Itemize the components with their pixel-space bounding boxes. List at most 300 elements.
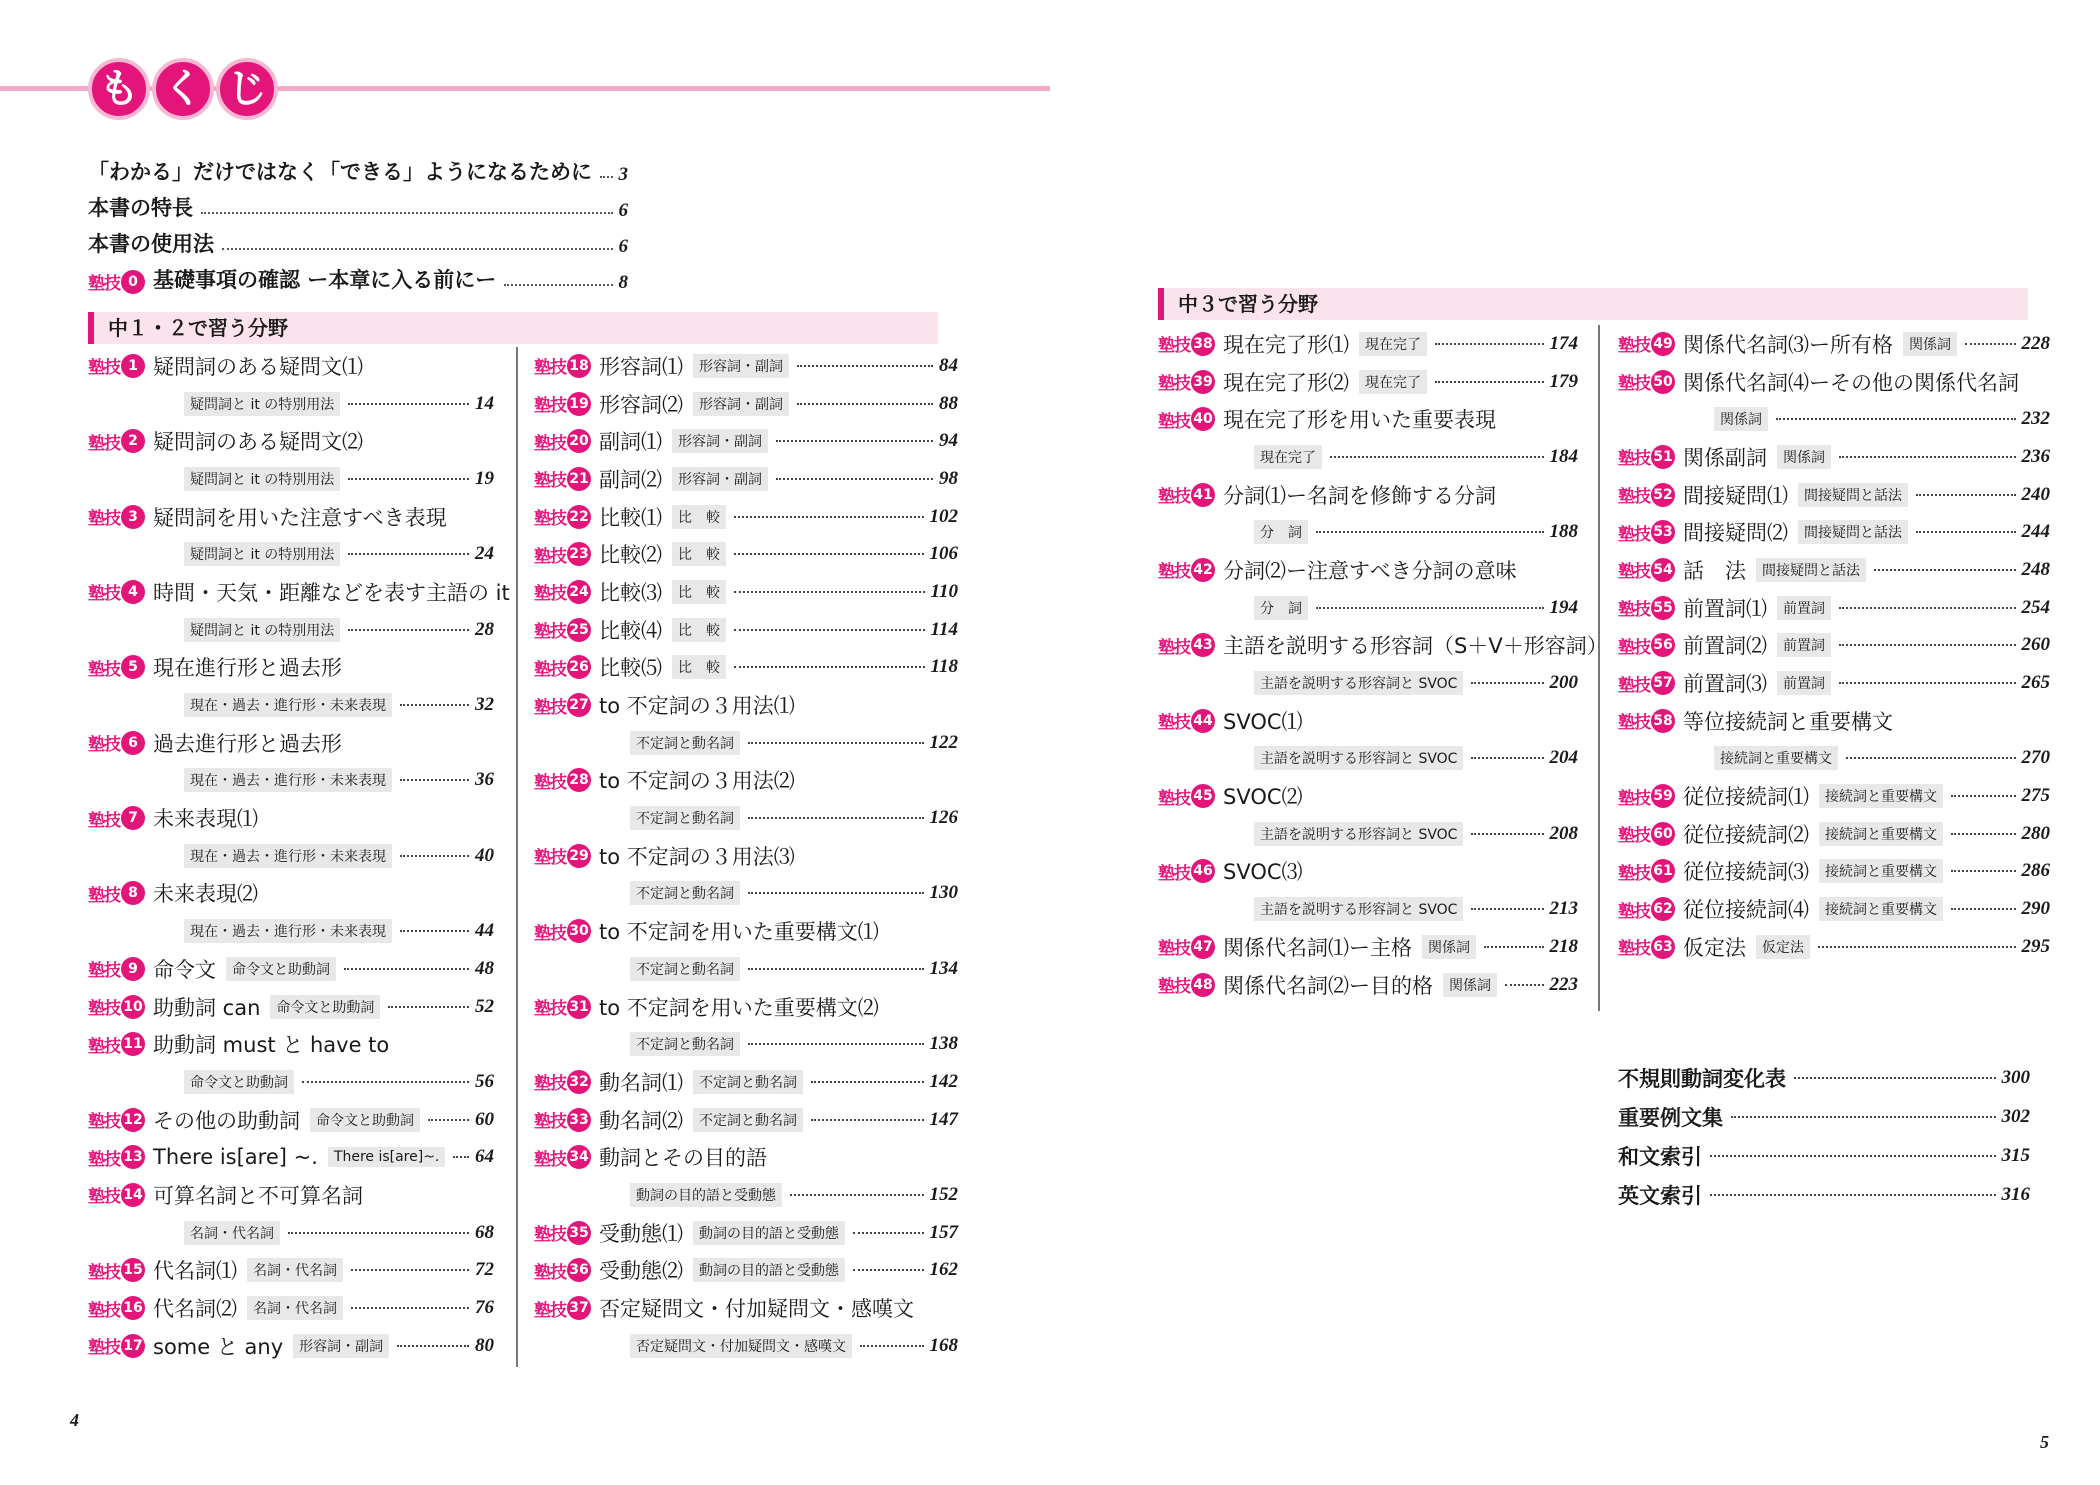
entry-title: 疑問詞のある疑問文⑵	[153, 430, 363, 455]
lesson-badge	[1618, 934, 1675, 959]
page-number: 204	[1549, 747, 1578, 769]
toc-entry[interactable]	[534, 573, 958, 611]
entry-title: 現在完了形を用いた重要表現	[1223, 408, 1496, 433]
badge-number: 47	[1191, 935, 1215, 959]
toc-entry[interactable]	[534, 837, 958, 875]
entry-title: 過去進行形と過去形	[153, 731, 342, 756]
toc-entry[interactable]	[1618, 551, 2050, 589]
lesson-badge	[88, 429, 145, 454]
badge-label: 塾技	[1158, 977, 1190, 998]
entry-title: 話 法	[1683, 558, 1746, 583]
badge-label: 塾技	[1158, 788, 1190, 809]
toc-entry[interactable]	[1618, 890, 2050, 928]
page-number: 60	[475, 1108, 494, 1130]
page-number: 126	[929, 807, 958, 829]
intro-entry[interactable]	[88, 222, 628, 258]
page-number: 315	[2001, 1144, 2030, 1166]
badge-label: 塾技	[1618, 487, 1650, 508]
category-tag: 現在・過去・進行形・未来表現	[184, 844, 392, 868]
entry-title: to 不定詞を用いた重要構文⑴	[599, 920, 879, 945]
toc-entry[interactable]	[534, 422, 958, 460]
toc-subentry[interactable]	[88, 611, 494, 649]
dot-leader	[1316, 531, 1544, 533]
badge-number: 31	[567, 995, 591, 1019]
dot-leader	[1846, 757, 2016, 759]
page-number: 302	[2001, 1105, 2030, 1127]
entry-title: 和文索引	[1618, 1144, 1702, 1169]
toc-entry[interactable]	[1158, 853, 1578, 891]
page-number: 157	[929, 1221, 958, 1243]
toc-entry[interactable]	[88, 347, 494, 385]
intro-entry[interactable]	[88, 258, 628, 294]
entry-title: 本書の特長	[88, 196, 193, 220]
toc-entry[interactable]	[534, 498, 958, 536]
toc-entry[interactable]	[1618, 777, 2050, 815]
dot-leader	[1776, 418, 2016, 420]
dot-leader	[811, 1081, 924, 1083]
entry-title: 助動詞 can	[153, 995, 261, 1020]
page-number: 228	[2021, 332, 2050, 354]
toc-subentry[interactable]	[1158, 438, 1578, 476]
page-number: 232	[2021, 408, 2050, 430]
category-tag: 不定詞と動名詞	[630, 1032, 740, 1056]
dot-leader	[1951, 870, 2016, 872]
lesson-badge	[1618, 671, 1675, 696]
page-number: 265	[2021, 672, 2050, 694]
page-number: 6	[618, 236, 628, 257]
category-tag: 不定詞と動名詞	[630, 731, 740, 755]
category-tag: 命令文と助動詞	[310, 1108, 420, 1132]
category-tag: 比 較	[672, 505, 726, 529]
page-number: 244	[2021, 521, 2050, 543]
intro-entry[interactable]	[88, 150, 628, 186]
badge-number: 44	[1191, 709, 1215, 733]
page-number: 72	[475, 1259, 494, 1281]
page-number: 275	[2021, 785, 2050, 807]
entry-title: 前置詞⑶	[1683, 672, 1767, 697]
dot-leader	[776, 440, 933, 442]
entry-title: 比較⑸	[599, 656, 662, 681]
toc-subentry[interactable]	[1158, 513, 1578, 551]
toc-entry[interactable]	[88, 498, 494, 536]
badge-label: 塾技	[534, 697, 566, 718]
lesson-badge	[534, 843, 591, 868]
dot-leader	[853, 1232, 924, 1234]
category-tag: 不定詞と動名詞	[693, 1070, 803, 1094]
category-tag: 現在・過去・進行形・未来表現	[184, 919, 392, 943]
entry-title: 形容詞⑵	[599, 392, 683, 417]
category-tag: 関係詞	[1777, 445, 1831, 469]
toc-entry[interactable]	[88, 1327, 494, 1365]
badge-number: 33	[567, 1108, 591, 1132]
toc-subentry[interactable]	[1158, 664, 1578, 702]
page-number: 28	[475, 618, 494, 640]
toc-entry[interactable]	[1618, 1097, 2030, 1136]
toc-entry[interactable]	[88, 724, 494, 762]
category-tag: 命令文と助動詞	[226, 957, 336, 981]
toc-entry[interactable]	[534, 912, 958, 950]
badge-number: 8	[121, 881, 145, 905]
page-number: 295	[2021, 935, 2050, 957]
category-tag: 前置詞	[1777, 596, 1831, 620]
toc-entry[interactable]	[88, 422, 494, 460]
toc-entry[interactable]	[1158, 966, 1578, 1004]
dot-leader	[351, 1307, 469, 1309]
toc-subentry[interactable]	[1158, 890, 1578, 928]
page-number: 122	[929, 731, 958, 753]
badge-label: 塾技	[1618, 901, 1650, 922]
badge-label: 塾技	[534, 509, 566, 530]
toc-entry[interactable]	[534, 460, 958, 498]
toc-entry[interactable]	[88, 799, 494, 837]
category-tag: 形容詞・副詞	[693, 392, 789, 416]
toc-subentry[interactable]	[534, 724, 958, 762]
toc-column-1	[88, 347, 510, 1365]
toc-entry[interactable]	[1158, 476, 1578, 514]
category-tag: 疑問詞と it の特別用法	[184, 542, 340, 566]
page-number: 316	[2001, 1183, 2030, 1205]
badge-number: 43	[1191, 633, 1215, 657]
entry-title: 比較⑵	[599, 543, 662, 568]
toc-entry[interactable]	[534, 988, 958, 1026]
badge-label: 塾技	[88, 358, 120, 379]
toc-subentry[interactable]	[88, 1063, 494, 1101]
badge-label: 塾技	[88, 810, 120, 831]
toc-entry[interactable]	[1158, 551, 1578, 589]
toc-entry[interactable]	[534, 611, 958, 649]
category-tag: 否定疑問文・付加疑問文・感嘆文	[630, 1334, 852, 1358]
badge-label: 塾技	[88, 735, 120, 756]
lesson-badge	[1618, 557, 1675, 582]
dot-leader	[351, 1269, 469, 1271]
lesson-badge	[534, 429, 591, 454]
toc-entry[interactable]	[1618, 702, 2050, 740]
category-tag: 接続詞と重要構文	[1819, 859, 1943, 883]
page-number-left: 4	[70, 1410, 79, 1430]
category-tag: 関係詞	[1443, 973, 1497, 997]
category-tag: 主語を説明する形容詞と SVOC	[1254, 897, 1463, 921]
page-number: 106	[929, 543, 958, 565]
dot-leader	[1710, 1155, 1996, 1157]
badge-number: 54	[1651, 558, 1675, 582]
lesson-badge	[1158, 972, 1215, 997]
lesson-badge	[88, 1145, 145, 1170]
page-number: 300	[2001, 1066, 2030, 1088]
entry-title: 等位接続詞と重要構文	[1683, 709, 1893, 734]
page-number: 80	[475, 1334, 494, 1356]
toc-subentry[interactable]	[1618, 400, 2050, 438]
toc-entry[interactable]	[534, 385, 958, 423]
entry-title: 主語を説明する形容詞（S＋V＋形容詞）	[1223, 634, 1608, 659]
page-number: 110	[930, 580, 958, 602]
entry-title: 動名詞⑴	[599, 1070, 683, 1095]
dot-leader	[1839, 456, 2016, 458]
lesson-badge	[88, 504, 145, 529]
entry-title: 「わかる」だけではなく「できる」ようになるために	[88, 160, 592, 184]
toc-subentry[interactable]	[88, 460, 494, 498]
dot-leader	[1916, 494, 2016, 496]
dot-leader	[1471, 833, 1543, 835]
page-number: 40	[475, 844, 494, 866]
toc-subentry[interactable]	[534, 1327, 958, 1365]
toc-entry[interactable]	[1158, 777, 1578, 815]
badge-number: 57	[1651, 671, 1675, 695]
toc-entry[interactable]	[534, 649, 958, 687]
toc-subentry[interactable]	[534, 875, 958, 913]
toc-subentry[interactable]	[88, 686, 494, 724]
toc-subentry[interactable]	[1618, 740, 2050, 778]
page-number: 94	[939, 430, 958, 452]
dot-leader	[734, 666, 925, 668]
dot-leader	[1965, 343, 2016, 345]
badge-label: 塾技	[534, 923, 566, 944]
badge-number: 10	[121, 995, 145, 1019]
entry-title: 比較⑷	[599, 618, 662, 643]
toc-entry[interactable]	[88, 1138, 494, 1176]
badge-number: 1	[121, 354, 145, 378]
entry-title: to 不定詞を用いた重要構文⑵	[599, 995, 879, 1020]
category-tag: 名詞・代名詞	[184, 1221, 280, 1245]
page-number: 24	[475, 543, 494, 565]
lesson-badge	[1158, 784, 1215, 809]
toc-entry[interactable]	[534, 1101, 958, 1139]
dot-leader	[734, 553, 924, 555]
badge-number: 17	[121, 1334, 145, 1358]
badge-label: 塾技	[88, 1187, 120, 1208]
toc-entry[interactable]	[88, 1025, 494, 1063]
lesson-badge	[534, 1296, 591, 1321]
badge-number: 40	[1191, 407, 1215, 431]
category-tag: 前置詞	[1777, 671, 1831, 695]
toc-entry[interactable]	[1618, 664, 2050, 702]
toc-entry[interactable]	[1618, 1058, 2030, 1097]
page-number: 223	[1549, 973, 1578, 995]
badge-number: 30	[567, 919, 591, 943]
toc-entry[interactable]	[88, 1289, 494, 1327]
page-number: 147	[929, 1108, 958, 1130]
toc-entry[interactable]	[1158, 363, 1578, 401]
dot-leader	[428, 1119, 469, 1121]
toc-entry[interactable]	[534, 535, 958, 573]
toc-entry[interactable]	[1618, 513, 2050, 551]
toc-entry[interactable]	[1618, 438, 2050, 476]
dot-leader	[734, 629, 925, 631]
badge-label: 塾技	[1618, 336, 1650, 357]
page-number: 68	[475, 1221, 494, 1243]
entry-title: 関係代名詞⑷ーその他の関係代名詞	[1683, 370, 2019, 395]
toc-entry[interactable]	[534, 1289, 958, 1327]
badge-label: 塾技	[88, 584, 120, 605]
toc-subentry[interactable]	[534, 950, 958, 988]
badge-label: 塾技	[534, 396, 566, 417]
badge-label: 塾技	[534, 546, 566, 567]
entry-title: 受動態⑵	[599, 1259, 683, 1284]
toc-entry[interactable]	[1158, 702, 1578, 740]
badge-number: 49	[1651, 332, 1675, 356]
toc-column-2	[516, 347, 958, 1367]
category-tag: 不定詞と動名詞	[693, 1108, 803, 1132]
toc-subentry[interactable]	[88, 1214, 494, 1252]
lesson-badge	[534, 504, 591, 529]
entry-title: 可算名詞と不可算名詞	[153, 1183, 363, 1208]
entry-title: 現在進行形と過去形	[153, 656, 342, 681]
dot-leader	[790, 1194, 924, 1196]
toc-subentry[interactable]	[1158, 740, 1578, 778]
badge-number: 53	[1651, 520, 1675, 544]
toc-entry[interactable]	[534, 762, 958, 800]
toc-entry[interactable]	[534, 686, 958, 724]
toc-subentry[interactable]	[88, 535, 494, 573]
entry-title: 関係代名詞⑶ー所有格	[1683, 332, 1893, 357]
badge-number: 9	[121, 957, 145, 981]
page-number: 8	[618, 272, 628, 293]
dot-leader	[1818, 946, 2016, 948]
page-number: 213	[1549, 898, 1578, 920]
toc-entry[interactable]	[88, 649, 494, 687]
page-number: 248	[2021, 558, 2050, 580]
lesson-badge	[88, 994, 145, 1019]
lesson-badge	[1618, 444, 1675, 469]
toc-entry[interactable]	[1618, 853, 2050, 891]
lesson-badge	[1158, 934, 1215, 959]
toc-subentry[interactable]	[88, 837, 494, 875]
toc-entry[interactable]	[534, 1252, 958, 1290]
toc-subentry[interactable]	[534, 1176, 958, 1214]
toc-subentry[interactable]	[88, 912, 494, 950]
entry-title: to 不定詞の３用法⑴	[599, 694, 795, 719]
badge-number: 34	[567, 1145, 591, 1169]
toc-entry[interactable]	[534, 347, 958, 385]
category-tag: 主語を説明する形容詞と SVOC	[1254, 671, 1463, 695]
toc-entry[interactable]	[1618, 928, 2050, 966]
toc-entry[interactable]	[534, 1214, 958, 1252]
badge-number: 5	[121, 655, 145, 679]
page-number: 174	[1549, 332, 1578, 354]
entry-title: SVOC⑴	[1223, 709, 1303, 734]
entry-title: 比較⑴	[599, 505, 662, 530]
badge-label: 塾技	[88, 961, 120, 982]
badge-number: 60	[1651, 822, 1675, 846]
toc-entry[interactable]	[1158, 325, 1578, 363]
badge-label: 塾技	[1158, 713, 1190, 734]
entry-title: 疑問詞のある疑問文⑴	[153, 354, 363, 379]
toc-entry[interactable]	[88, 875, 494, 913]
category-tag: 動詞の目的語と受動態	[693, 1258, 845, 1282]
toc-entry[interactable]	[1618, 1136, 2030, 1175]
badge-number: 4	[121, 580, 145, 604]
category-tag: 比 較	[672, 580, 726, 604]
badge-label: 塾技	[534, 999, 566, 1020]
page-number: 142	[929, 1070, 958, 1092]
toc-entry[interactable]	[1618, 1175, 2030, 1214]
page-number: 260	[2021, 634, 2050, 656]
toc-entry[interactable]	[88, 1101, 494, 1139]
entry-title: 副詞⑵	[599, 467, 662, 492]
page-number: 188	[1549, 521, 1578, 543]
page-number: 98	[939, 467, 958, 489]
badge-number: 29	[567, 844, 591, 868]
dot-leader	[1951, 795, 2016, 797]
toc-subentry[interactable]	[88, 762, 494, 800]
dot-leader	[222, 248, 613, 250]
badge-label: 塾技	[88, 659, 120, 680]
toc-entry[interactable]	[1618, 815, 2050, 853]
dot-leader	[797, 403, 933, 405]
toc-entry[interactable]	[88, 1176, 494, 1214]
intro-entry[interactable]	[88, 186, 628, 222]
lesson-badge	[88, 1333, 145, 1358]
page-number: 208	[1549, 822, 1578, 844]
badge-label: 塾技	[1618, 374, 1650, 395]
toc-entry[interactable]	[88, 1252, 494, 1290]
badge-number: 48	[1191, 973, 1215, 997]
dot-leader	[400, 704, 469, 706]
badge-number: 62	[1651, 897, 1675, 921]
toc-subentry[interactable]	[534, 799, 958, 837]
toc-entry[interactable]	[88, 988, 494, 1026]
entry-title: 現在完了形⑵	[1223, 370, 1349, 395]
category-tag: There is[are]~.	[328, 1147, 445, 1167]
page-number: 162	[929, 1259, 958, 1281]
category-tag: 不定詞と動名詞	[630, 881, 740, 905]
toc-entry[interactable]	[1618, 589, 2050, 627]
lesson-badge	[1158, 708, 1215, 733]
category-tag: 分 詞	[1254, 520, 1308, 544]
entry-title: 動詞とその目的語	[599, 1146, 767, 1171]
toc-entry[interactable]	[534, 1138, 958, 1176]
badge-number: 25	[567, 618, 591, 642]
category-tag: 疑問詞と it の特別用法	[184, 467, 340, 491]
badge-label: 塾技	[1618, 863, 1650, 884]
toc-entry[interactable]	[1618, 363, 2050, 401]
toc-entry[interactable]	[1618, 325, 2050, 363]
category-tag: 主語を説明する形容詞と SVOC	[1254, 822, 1463, 846]
toc-entry[interactable]	[1158, 928, 1578, 966]
badge-label: 塾技	[1618, 939, 1650, 960]
toc-subentry[interactable]	[88, 385, 494, 423]
toc-entry[interactable]	[1618, 627, 2050, 665]
toc-entry[interactable]	[1618, 476, 2050, 514]
toc-subentry[interactable]	[534, 1025, 958, 1063]
badge-label: 塾技	[534, 1300, 566, 1321]
entry-title: 間接疑問⑴	[1683, 483, 1788, 508]
badge-label: 塾技	[534, 1262, 566, 1283]
toc-entry[interactable]	[1158, 400, 1578, 438]
toc-entry[interactable]	[88, 950, 494, 988]
toc-entry[interactable]	[1158, 627, 1608, 665]
toc-entry[interactable]	[88, 573, 510, 611]
dot-leader	[1839, 644, 2016, 646]
toc-subentry[interactable]	[1158, 589, 1578, 627]
lesson-badge	[88, 881, 145, 906]
entry-title: SVOC⑶	[1223, 860, 1303, 885]
dot-leader	[1839, 682, 2016, 684]
badge-number: 55	[1651, 596, 1675, 620]
badge-number: 41	[1191, 483, 1215, 507]
lesson-badge	[534, 353, 591, 378]
lesson-badge	[1158, 859, 1215, 884]
page-number: 254	[2021, 596, 2050, 618]
toc-entry[interactable]	[534, 1063, 958, 1101]
dot-leader	[748, 1043, 924, 1045]
title-char: も	[88, 58, 150, 120]
dot-leader	[748, 968, 924, 970]
lesson-badge	[534, 1258, 591, 1283]
lesson-badge	[1618, 859, 1675, 884]
lesson-badge	[1158, 633, 1215, 658]
category-tag: 不定詞と動名詞	[630, 806, 740, 830]
toc-subentry[interactable]	[1158, 815, 1578, 853]
